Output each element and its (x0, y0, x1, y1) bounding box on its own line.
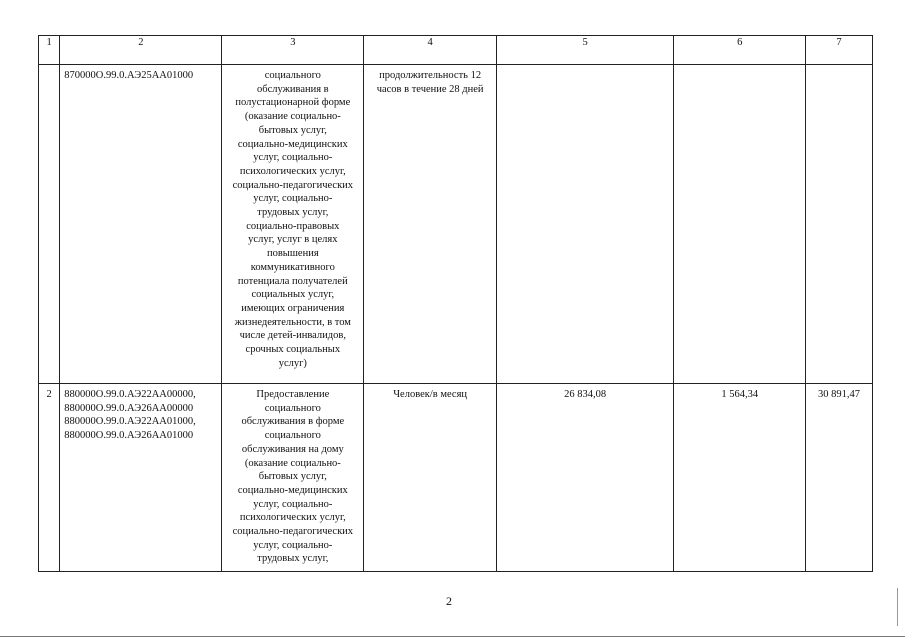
header-cell: 4 (364, 36, 497, 65)
row-number (39, 65, 60, 384)
registry-code: 880000О.99.0.АЭ26АА00000 (64, 402, 194, 414)
registry-codes (60, 65, 222, 384)
header-cell: 3 (222, 36, 364, 65)
cost-table (38, 35, 873, 572)
cell-col-6: 1 564,34 (674, 384, 806, 572)
scan-edge-line (0, 636, 905, 637)
registry-code: 880000О.99.0.АЭ22АА01000, (64, 416, 196, 428)
page-number: 2 (446, 594, 452, 608)
cell-col-7 (806, 65, 873, 384)
registry-code: 870000О.99.0.АЭ25АА01000 (64, 70, 194, 81)
unit-of-measure: продолжительность 12 часов в течение 28 дней (364, 65, 497, 384)
service-description: социального обслуживания в полустационарной форме (оказание социально- бытовых услуг, социально-медицинских услуг, социально- психологических услуг, социально-педагогических услуг, социально- трудовых услуг, социально-правовых услуг, услуг в целях повышения коммуникативного потенциала получателей социальных услуг, имеющих ограничения жизнедеятельности, в том числе детей-инвалидов, срочных социальных услуг) (222, 65, 364, 384)
cell-col-6 (674, 65, 806, 384)
registry-codes (60, 384, 222, 572)
cell-col-7: 30 891,47 (806, 384, 873, 572)
table-row (39, 65, 873, 384)
registry-code: 880000О.99.0.АЭ26АА01000 (64, 430, 194, 442)
header-cell: 1 (39, 36, 60, 65)
unit-of-measure: Человек/в месяц (364, 384, 497, 572)
cell-col-5 (497, 65, 674, 384)
registry-code: 880000О.99.0.АЭ22АА00000, (64, 389, 196, 400)
header-cell: 7 (806, 36, 873, 65)
row-number: 2 (39, 384, 60, 572)
header-cell: 5 (497, 36, 674, 65)
header-cell: 2 (60, 36, 222, 65)
scan-margin-mark (897, 588, 898, 626)
table-row (39, 384, 873, 572)
header-cell: 6 (674, 36, 806, 65)
service-description: Предоставление социального обслуживания в форме социального обслуживания на дому (оказание социально- бытовых услуг, социально-медицинских услуг, социально- психологических услуг, социально-педагогических услуг, социально- трудовых услуг, (222, 384, 364, 572)
cell-col-5: 26 834,08 (497, 384, 674, 572)
table-header-row (39, 36, 873, 65)
